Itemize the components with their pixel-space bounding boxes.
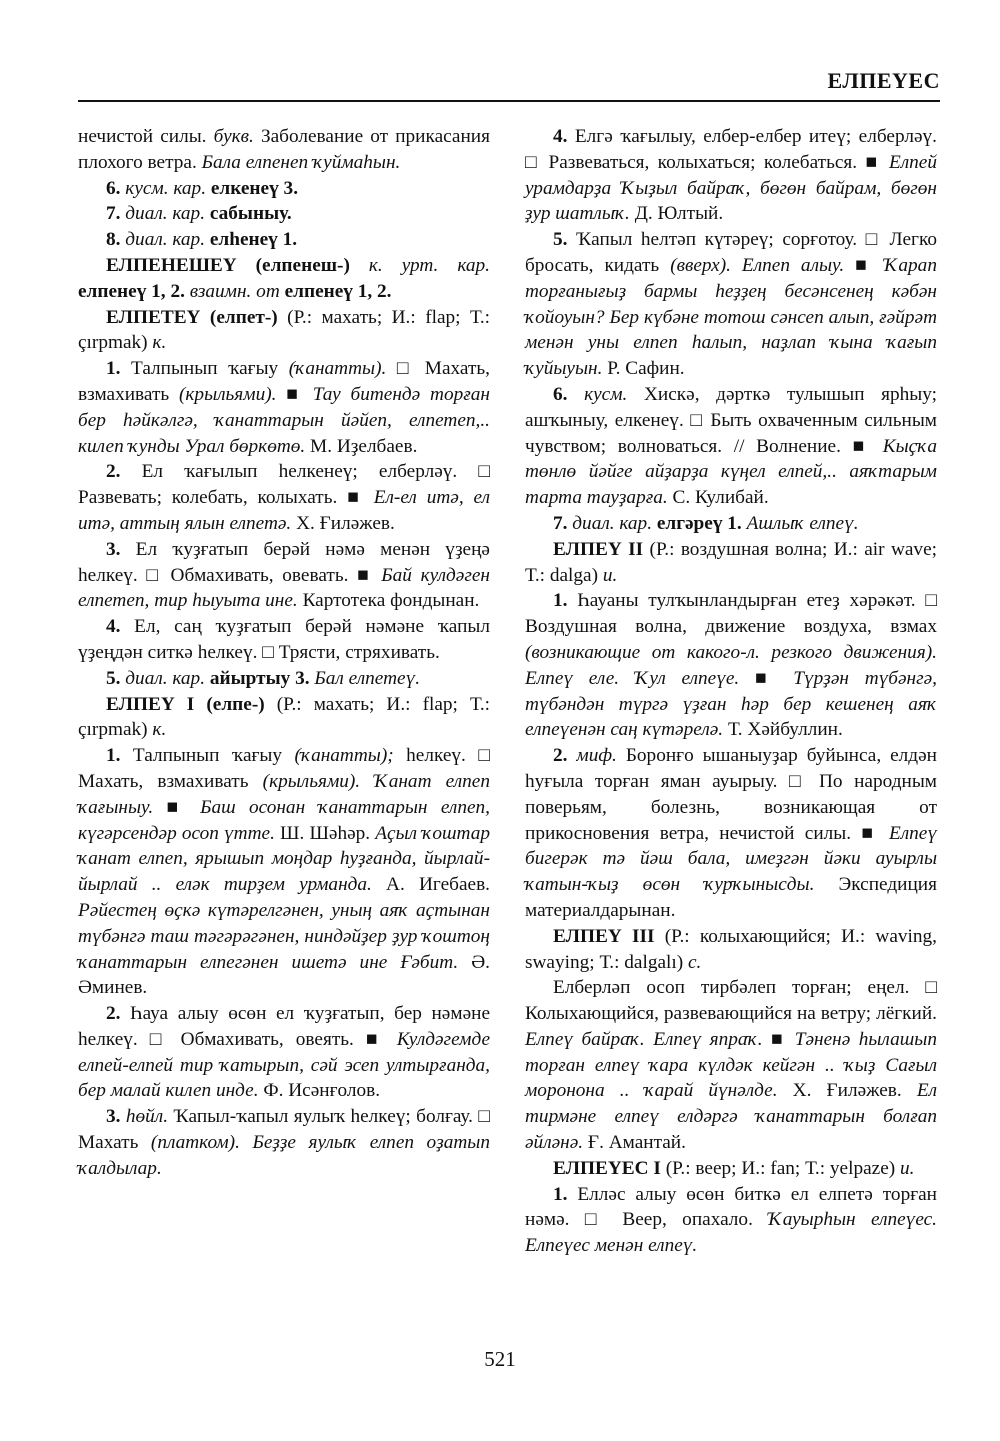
left-column (78, 124, 490, 1182)
sense-paragraph: 4. Елгә ҡағылыу, елбер-елбер итеү; елберләү. □ Развеваться, колыхаться; колебаться. ■ Елпей урамдарҙа Ҡыҙыл байраҡ, бөгөн байрам, бөгөн ҙур шатлыҡ. Д. Юлтый. (525, 126, 937, 225)
headword-entry: ЕЛПЕТЕҮ (елпет-) (Р.: махать; И.: flap; Т.: çırpmak) к. (78, 306, 491, 354)
sense-paragraph: 1. Талпынып ҡағыу (ҡанатты); һелкеү. □ Махать, взмахивать (крыльями). Ҡанат елпеп ҡағыныу. ■ Баш осонан ҡанаттарын елпеп, күгәрсендәр осоп үтте. Ш. Шәһәр. Аҫыл ҡоштар ҡанат елпеп, ярышып моңдар һуҙғанда, йырлай-йырлай .. еләк тирҙем урманда. А. Игебаев. Рәйестең өҫкә күтәрелгәнен, уның аяҡ аҫтынан түбәнгә таш тәгәрәгәнен, ниндәйҙер ҙур ҡоштоң ҡанаттарын елпегәнен ишетә ине Ғәбит. Ә. Әминев. (78, 745, 490, 999)
sense-paragraph: Елберләп осоп тирбәлеп торған; еңел. □ Колыхающийся, развевающийся на ветру; лёгкий. Елпеү байраҡ. Елпеү япраҡ. ■ Тәненә һылашып торған елпеү ҡара күлдәк кейгән .. ҡыҙ Сағыл моронона .. ҡарай йүнәлде. Х. Ғиләжев. Ел тирмәне елпеү елдәргә ҡанаттарын болғап әйләнә. Ғ. Амантай. (525, 977, 937, 1154)
sense-paragraph: 3. Ел ҡуҙғатып берәй нәмә менән үҙеңә һелкеү. □ Обмахивать, овевать. ■ Бай кулдәген елпетеп, тир һыуыта ине. Картотека фондынан. (78, 538, 490, 612)
sense-paragraph: 3. һөйл. Ҡапыл-ҡапыл яулыҡ һелкеү; болғау. □ Махать (платком). Беҙҙе яулыҡ елпеп оҙатып ҡалдылар. (78, 1106, 490, 1179)
sense-paragraph: 5. Ҡапыл һелтәп күтәреү; сорғотоу. □ Легко бросать, кидать (вверх). Елпеп алыу. ■ Ҡарап торғанығыҙ бармы һеҙҙең бесәнсенең кәбән ҡойоуын? Бер күбәне тотош сәнсеп алып, ғәйрәт менән уны елпеп һалып, наҙлап ҡына ҡағып ҡуйыуын. Р. Сафин. (525, 229, 937, 380)
sense-paragraph: 1. Талпынып ҡағыу (ҡанатты). □ Махать, взмахивать (крыльями). ■ Тау битендә торған бер һәйкәлгә, ҡанаттарын йәйеп, елпетеп,.. килеп ҡунды Урал бөркөтө. М. Иҙелбаев. (78, 358, 490, 457)
sense-paragraph: 2. Һауа алыу өсөн ел ҡуҙғатып, бер нәмәне һелкеү. □ Обмахивать, овеять. ■ Кулдәгемде елпей-елпей тир ҡатырып, сәй эсеп ултырғанда, бер малай килеп инде. Ф. Исәнғолов. (78, 1003, 490, 1102)
headword-entry: ЕЛПЕҮЕС I (Р.: веер; И.: fan; Т.: yelpaze) и. (553, 1157, 915, 1179)
sense-paragraph: 2. миф. Боронғо ышаныуҙар буйынса, елдән һуғыла торған яман ауырыу. □ По народным поверьям, болезнь, возникающая от прикосновения ветра, нечистой силы. ■ Елпеү бигерәк тә йәш бала, имеҙгән йәки ауырлы ҡатын-ҡыҙ өсөн ҡурҡынысды. Экспедиция материалдарынан. (525, 745, 937, 921)
running-head-title: ЕЛПЕҮЕС (827, 68, 940, 93)
headword-entry: ЕЛПЕҮ II (Р.: воздушная волна; И.: air wave; Т.: dalga) и. (525, 538, 937, 586)
sense-paragraph: 1. Һауаны тулҡынландырған етеҙ хәрәкәт. □ Воздушная волна, движение воздуха, взмах (возникающие от какого-л. резкого движения). Елпеү еле. Ҡул елпеүе. ■ Түрҙән түбәнгә, түбәндән түргә үҙған һәр бер кешенең аяҡ елпеүенән саң күтәрелә. Т. Хәйбуллин. (525, 590, 937, 741)
headword-entry: ЕЛПЕҮ I (елпе-) (Р.: махать; И.: flap; Т.: çırpmak) к. (78, 693, 490, 741)
entry-paragraph: нечистой силы. букв. Заболевание от прикасания плохого ветра. Бала елпенеп ҡуймаһын. (78, 126, 490, 173)
right-column (525, 124, 937, 1259)
sense-paragraph: 4. Ел, саң ҡуҙғатып берәй нәмәне ҡапыл үҙеңдән ситкә һелкеү. □ Трясти, стряхивать. (78, 616, 490, 663)
headword-entry: ЕЛПЕНЕШЕҮ (елпенеш-) к. урт. кар. елпенеү 1, 2. взаимн. от елпенеү 1, 2. (78, 254, 490, 302)
entry-paragraph: 7. диал. кар. сабыныу. (106, 203, 292, 225)
entry-paragraph: 6. кусм. кар. елкенеү 3. (106, 177, 299, 199)
sense-paragraph: 2. Ел ҡағылып һелкенеү; елберләү. □ Развевать; колебать, колыхать. ■ Ел-ел итә, ел итә, аттың ялын елпетә. Х. Ғиләжев. (78, 461, 490, 534)
sense-paragraph: 1. Елләс алыу өсөн биткә ел елпетә торған нәмә. □ Веер, опахало. Ҡауырһын елпеүес. Елпеүес менән елпеү. (525, 1183, 937, 1257)
entry-paragraph: 8. диал. кар. елһенеү 1. (106, 229, 298, 251)
sense-paragraph: 6. кусм. Хискә, дәрткә тулышып ярһыу; ашҡыныу, елкенеү. □ Быть охваченным сильным чувством; волноваться. // Волнение. ■ Кыҫҡа төнлө йәйге айҙарҙа күңел елпей,.. аяҡтарым тарта тауҙарға. С. Кулибай. (525, 383, 937, 509)
sense-paragraph: 5. диал. кар. айыртыу 3. Бал елпетеү. (106, 667, 421, 689)
sense-paragraph: 7. диал. кар. елгәреү 1. Ашлыҡ елпеү. (553, 512, 859, 534)
headword-entry: ЕЛПЕҮ III (Р.: колыхающийся; И.: waving, swaying; Т.: dalgalı) с. (525, 925, 937, 973)
running-header (78, 64, 940, 102)
page-number: 521 (484, 1347, 516, 1371)
